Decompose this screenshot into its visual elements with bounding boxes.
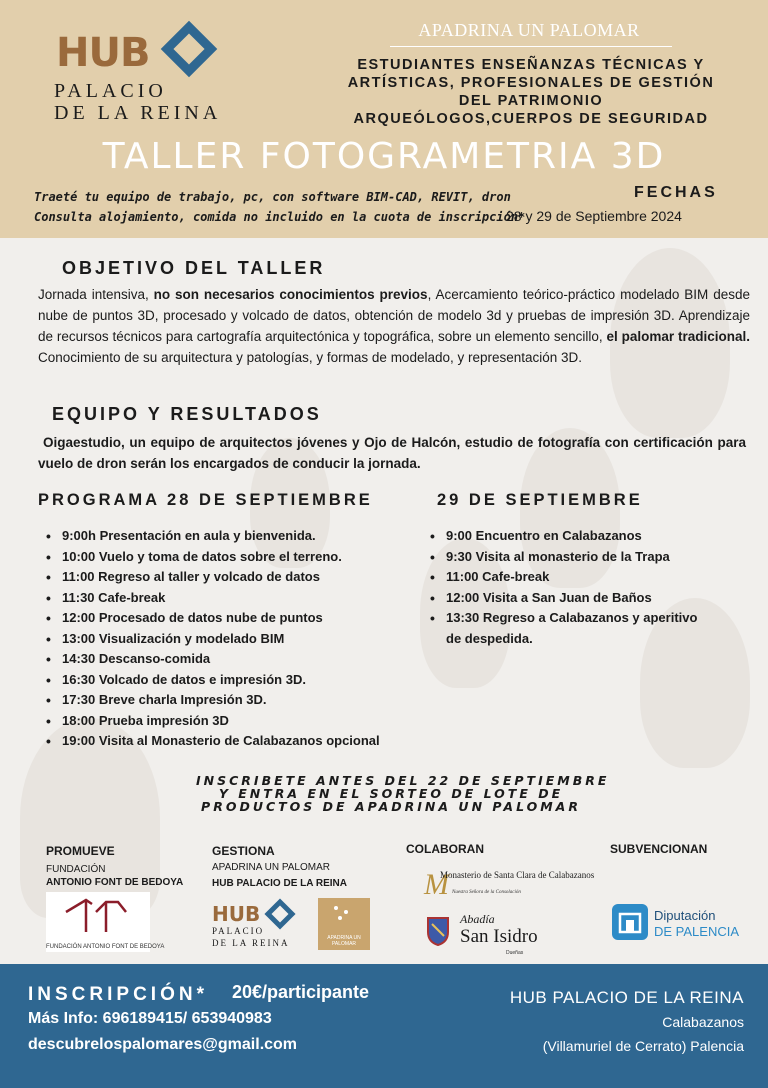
audience-block: [316, 56, 746, 128]
promueve-line: FUNDACIÓN: [46, 864, 106, 875]
fundacion-logo: [46, 892, 165, 952]
program-item: • 9:00h Presentación en aula y bienvenida.: [44, 526, 380, 547]
program-item: • 12:00 Visita a San Juan de Baños: [428, 588, 697, 609]
promueve-title: PROMUEVE: [46, 844, 115, 858]
venue-region: (Villamuriel de Cerrato) Palencia: [542, 1038, 744, 1054]
audience-line: ARTÍSTICAS, PROFESIONALES DE GESTIÓN: [347, 75, 715, 91]
registration-price: 20€/participante: [232, 982, 370, 1002]
program-item: • 13:00 Visualización y modelado BIM: [44, 629, 380, 650]
gestiona-line: APADRINA UN PALOMAR: [212, 862, 330, 873]
program-item: • 13:30 Regreso a Calabazanos y aperitivo: [428, 608, 697, 629]
audience-line: ARQUEÓLOGOS,CUERPOS DE SEGURIDAD: [353, 111, 709, 127]
program-item: • 12:00 Procesado de datos nube de puntos: [44, 608, 380, 629]
program-item: • 10:00 Vuelo y toma de datos sobre el terreno.: [44, 547, 380, 568]
program-item: • 18:00 Prueba impresión 3D: [44, 711, 380, 732]
objective-text: [38, 284, 750, 368]
promueve-line: ANTONIO FONT DE BEDOYA: [46, 877, 184, 888]
program-item: • 19:00 Visita al Monasterio de Calabazanos opcional: [44, 731, 380, 752]
raffle-notice: [196, 773, 610, 814]
venue-name: HUB PALACIO DE LA REINA: [509, 988, 744, 1007]
program-item: • 9:00 Encuentro en Calabazanos: [428, 526, 697, 547]
hub-small-line1: PALACIO: [212, 926, 265, 936]
colaboran-title: COLABORAN: [406, 842, 484, 856]
fundacion-logo-icon: [46, 892, 150, 942]
objective-text-part: , Acercamiento teórico-práctico modelado BIM desde nube de puntos 3D, procesado y volcado de datos, obtención de modelo 3d y pruebas de impresión 3D. Aprendizaje de recursos técnicos para cartografía arquitectónica y topográfica, sobre un elemento sencillo,: [38, 287, 750, 344]
audience-line: ESTUDIANTES ENSEÑANZAS TÉCNICAS Y: [357, 57, 705, 73]
objective-text-part: Jornada intensiva,: [38, 287, 154, 302]
program-item-continuation: de despedida.: [446, 630, 533, 646]
raffle-line: INSCRIBETE ANTES DEL 22 DE SEPTIEMBRE: [196, 773, 610, 788]
objective-text-part: Conocimiento de su arquitectura y patologías, y formas de modelado, y representación 3D.: [38, 350, 583, 365]
diputacion-icon: [612, 904, 648, 940]
venue-town: Calabazanos: [662, 1014, 744, 1030]
abadia-shield-icon: [426, 916, 450, 946]
diputacion-line1: Diputación: [654, 908, 716, 923]
abadia-name: San Isidro: [460, 926, 538, 947]
page-title: TALLER FOTOGRAMETRIA 3D: [102, 136, 666, 177]
abadia-label: Abadía: [460, 912, 495, 926]
gestiona-title: GESTIONA: [212, 844, 275, 858]
raffle-line: Y ENTRA EN EL SORTEO DE LOTE DE: [218, 786, 564, 801]
dates-value: 28 y 29 de Septiembre 2024: [506, 208, 682, 224]
gestiona-line: HUB PALACIO DE LA REINA: [212, 878, 347, 889]
apadrina-logo: [318, 898, 370, 950]
program-day2-title: 29 DE SEPTIEMBRE: [437, 491, 643, 509]
objective-emphasis: el palomar tradicional.: [606, 329, 751, 344]
monasterio-name: Monasterio de Santa Clara de Calabazanos: [440, 870, 595, 880]
program-day2-list: [428, 526, 697, 649]
apadrina-logo-text: APADRINA UN PALOMAR: [327, 935, 361, 947]
program-item: • 11:30 Cafe-break: [44, 588, 380, 609]
program-day1-title: PROGRAMA 28 DE SEPTIEMBRE: [38, 491, 373, 509]
raffle-line: PRODUCTOS DE APADRINA UN PALOMAR: [201, 799, 581, 814]
registration-label: INSCRIPCIÓN*: [28, 984, 208, 1005]
hub-logo-text: HUB: [56, 30, 150, 76]
program-item: • 11:00 Regreso al taller y volcado de datos: [44, 567, 380, 588]
program-day1-list: [44, 526, 380, 752]
audience-line: DEL PATRIMONIO: [458, 93, 604, 109]
abadia-location: Dueñas: [506, 950, 524, 956]
svg-text:M: M: [424, 868, 449, 900]
program-item: • 16:30 Volcado de datos e impresión 3D.: [44, 670, 380, 691]
objective-emphasis: no son necesarios conocimientos previos: [153, 287, 428, 302]
diputacion-line2: DE PALENCIA: [654, 924, 740, 939]
logo-palacio: PALACIO: [54, 80, 167, 102]
header: [0, 0, 768, 238]
hub-small-diamond-icon: [262, 896, 298, 932]
hub-small-line2: DE LA REINA: [212, 938, 290, 948]
team-text: Oigaestudio, un equipo de arquitectos jóvenes y Ojo de Halcón, estudio de fotografía con certificación para vuelo de dron serán los encargados de conducir la jornada.: [38, 435, 746, 471]
contact-phones: Más Info: 696189415/ 653940983: [28, 1010, 272, 1027]
apadrina-heading: APADRINA UN PALOMAR: [418, 20, 640, 40]
footer: [0, 964, 768, 1088]
logo-de-la-reina: DE LA REINA: [54, 102, 222, 124]
equipment-note: Traeté tu equipo de trabajo, pc, con software BIM-CAD, REVIT, dron: [34, 190, 511, 204]
dates-label: FECHAS: [634, 184, 718, 201]
program-item: • 17:30 Breve charla Impresión 3D.: [44, 690, 380, 711]
objective-title: OBJETIVO DEL TALLER: [62, 258, 326, 278]
lodging-note: Consulta alojamiento, comida no incluido en la cuota de inscripción*: [34, 210, 526, 224]
hub-diamond-icon: [158, 18, 220, 80]
dots-icon: [318, 898, 370, 928]
program-item: • 9:30 Visita al monasterio de la Trapa: [428, 547, 697, 568]
monasterio-subtitle: Nuestra Señora de la Consolación: [452, 890, 521, 895]
team-title: EQUIPO Y RESULTADOS: [52, 404, 322, 424]
hub-small-logo-text: HUB: [212, 902, 261, 926]
fundacion-logo-text: FUNDACIÓN ANTONIO FONT DE BEDOYA: [46, 944, 165, 950]
subvencionan-title: SUBVENCIONAN: [610, 842, 708, 856]
heading-divider: [390, 46, 672, 47]
program-item: • 11:00 Cafe-break: [428, 567, 697, 588]
program-item: • 14:30 Descanso-comida: [44, 649, 380, 670]
contact-email[interactable]: descubrelospalomares@gmail.com: [28, 1036, 298, 1053]
